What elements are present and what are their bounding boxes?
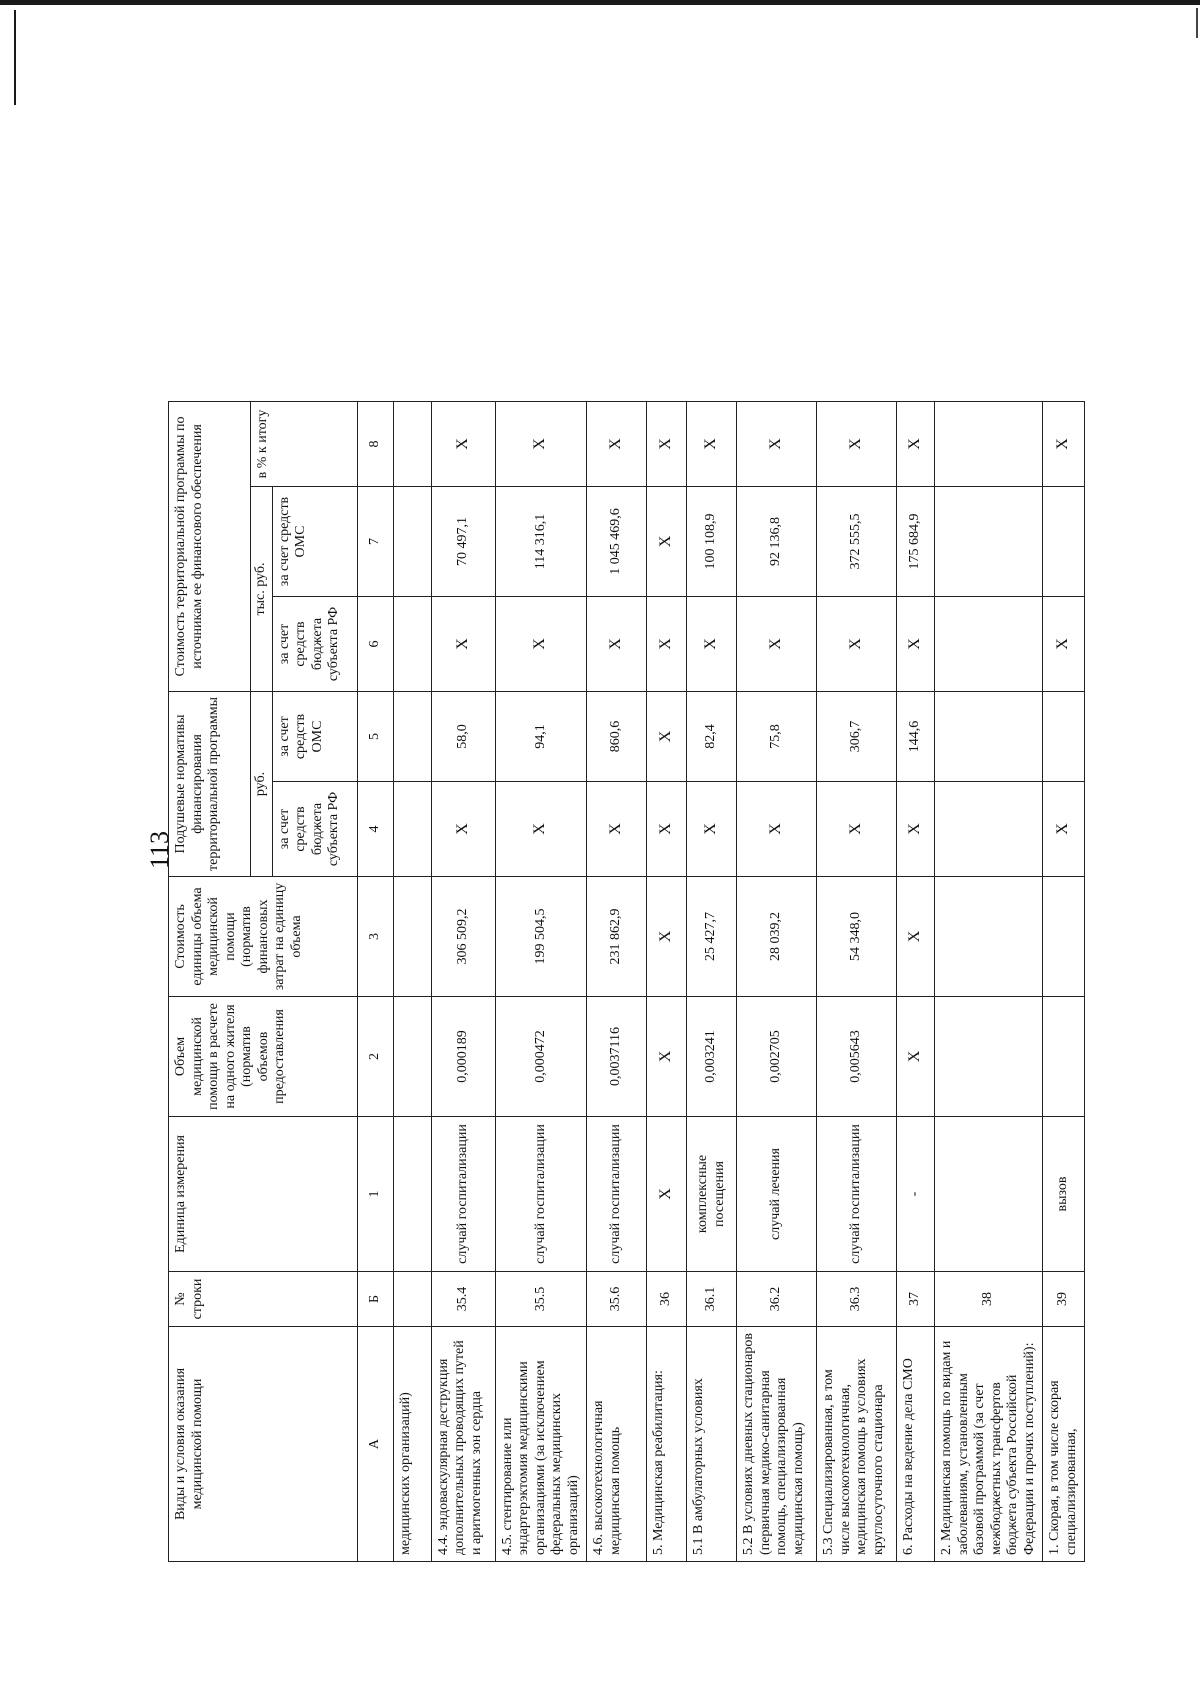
header-program-cost: Стоимость территориальной программы по источникам ее финансового обеспечения bbox=[169, 402, 251, 692]
row-cost-budget bbox=[393, 597, 431, 692]
row-unit-cost: 231 862,9 bbox=[587, 877, 647, 997]
row-norm-oms: 58,0 bbox=[431, 692, 495, 782]
header-cost-oms: за счет средств ОМС bbox=[272, 487, 357, 597]
row-cost-budget: X bbox=[817, 597, 897, 692]
row-cost-oms: 92 136,8 bbox=[737, 487, 817, 597]
index-cell: 7 bbox=[357, 487, 393, 597]
row-cost-oms: 100 108,9 bbox=[687, 487, 737, 597]
row-line: 37 bbox=[897, 1272, 935, 1327]
row-unit: комплексные посещения bbox=[687, 1117, 737, 1272]
header-norm-oms: за счет средств ОМС bbox=[272, 692, 357, 782]
row-volume bbox=[935, 997, 1043, 1117]
row-cost-oms: 70 497,1 bbox=[431, 487, 495, 597]
row-cost-oms: 175 684,9 bbox=[897, 487, 935, 597]
row-cost-oms: 114 316,1 bbox=[495, 487, 587, 597]
row-line: 39 bbox=[1043, 1272, 1085, 1327]
row-norm-budget bbox=[935, 782, 1043, 877]
row-line: 36 bbox=[647, 1272, 687, 1327]
table-row bbox=[935, 122, 1043, 1562]
table-row bbox=[1043, 122, 1085, 1562]
row-cost-budget: X bbox=[647, 597, 687, 692]
row-unit: случай лечения bbox=[737, 1117, 817, 1272]
table-row bbox=[587, 122, 647, 1562]
row-norm-budget: X bbox=[687, 782, 737, 877]
row-volume: X bbox=[897, 997, 935, 1117]
row-unit: X bbox=[647, 1117, 687, 1272]
row-volume: 0,002705 bbox=[737, 997, 817, 1117]
table-row bbox=[647, 122, 687, 1562]
header-unit-cost: Стоимость единицы объема медицинской помощи (норматив финансовых затрат на единицу объема bbox=[169, 877, 358, 997]
row-cost-oms: X bbox=[647, 487, 687, 597]
row-norm-budget: X bbox=[647, 782, 687, 877]
table-row bbox=[737, 122, 817, 1562]
row-cost-oms bbox=[393, 487, 431, 597]
row-norm-budget bbox=[393, 782, 431, 877]
row-cost-budget: X bbox=[587, 597, 647, 692]
header-volume: Объем медицинской помощи в расчете на одного жителя (норматив объемов предоставления bbox=[169, 997, 358, 1117]
row-name: 5.2 В условиях дневных стационаров (первичная медико-санитарная помощь, специализированная медицинская помощь) bbox=[737, 1327, 817, 1562]
row-name: 1. Скорая, в том числе скорая специализированная, bbox=[1043, 1327, 1085, 1562]
header-percent: в % к итогу bbox=[251, 402, 358, 487]
row-norm-oms: 144,6 bbox=[897, 692, 935, 782]
row-norm-oms: 82,4 bbox=[687, 692, 737, 782]
row-percent bbox=[935, 402, 1043, 487]
row-norm-oms bbox=[1043, 692, 1085, 782]
row-volume: 0,000472 bbox=[495, 997, 587, 1117]
row-percent: X bbox=[647, 402, 687, 487]
row-unit-cost: 28 039,2 bbox=[737, 877, 817, 997]
header-rub: руб. bbox=[251, 692, 273, 877]
row-norm-budget: X bbox=[897, 782, 935, 877]
row-volume: 0,000189 bbox=[431, 997, 495, 1117]
table-row bbox=[817, 122, 897, 1562]
row-norm-budget: X bbox=[1043, 782, 1085, 877]
table-row bbox=[687, 122, 737, 1562]
row-percent: X bbox=[495, 402, 587, 487]
table-row bbox=[393, 122, 431, 1562]
row-name: 6. Расходы на ведение дела СМО bbox=[897, 1327, 935, 1562]
row-volume: X bbox=[647, 997, 687, 1117]
row-norm-oms: 75,8 bbox=[737, 692, 817, 782]
row-unit bbox=[393, 1117, 431, 1272]
row-unit: случай госпитализации bbox=[495, 1117, 587, 1272]
row-percent: X bbox=[431, 402, 495, 487]
row-unit-cost bbox=[935, 877, 1043, 997]
row-name: 4.4. эндоваскулярная деструкция дополнительных проводящих путей и аритмогенных зон сердца bbox=[431, 1327, 495, 1562]
header-norm-budget: за счет средств бюджета субъекта РФ bbox=[272, 782, 357, 877]
rotated-table-container bbox=[168, 122, 1198, 1562]
table-row bbox=[431, 122, 495, 1562]
row-name: медицинских организаций) bbox=[393, 1327, 431, 1562]
row-cost-budget: X bbox=[431, 597, 495, 692]
row-norm-oms bbox=[393, 692, 431, 782]
index-cell: 6 bbox=[357, 597, 393, 692]
row-cost-budget: X bbox=[687, 597, 737, 692]
financing-table bbox=[168, 122, 1085, 1563]
row-volume: 0,0037116 bbox=[587, 997, 647, 1117]
index-cell: А bbox=[357, 1327, 393, 1562]
page-number: 113 bbox=[145, 830, 174, 870]
row-unit: случай госпитализации bbox=[587, 1117, 647, 1272]
row-norm-oms: X bbox=[647, 692, 687, 782]
row-line: 36.2 bbox=[737, 1272, 817, 1327]
row-name: 5.3 Специализированная, в том числе высокотехнологичная, медицинская помощь в условиях круглосуточного стационара bbox=[817, 1327, 897, 1562]
row-percent bbox=[393, 402, 431, 487]
row-unit-cost bbox=[393, 877, 431, 997]
index-cell: 3 bbox=[357, 877, 393, 997]
row-line bbox=[393, 1272, 431, 1327]
row-norm-oms bbox=[935, 692, 1043, 782]
row-percent: X bbox=[737, 402, 817, 487]
header-unit: Единица измерения bbox=[169, 1117, 358, 1272]
index-cell: 4 bbox=[357, 782, 393, 877]
row-percent: X bbox=[687, 402, 737, 487]
row-line: 35.5 bbox=[495, 1272, 587, 1327]
row-norm-oms: 860,6 bbox=[587, 692, 647, 782]
scan-edge-right bbox=[1196, 8, 1198, 38]
row-unit-cost: 199 504,5 bbox=[495, 877, 587, 997]
row-unit-cost: 54 348,0 bbox=[817, 877, 897, 997]
row-cost-oms bbox=[935, 487, 1043, 597]
row-percent: X bbox=[897, 402, 935, 487]
row-unit-cost: X bbox=[647, 877, 687, 997]
header-line-number: № строки bbox=[169, 1272, 358, 1327]
row-cost-oms: 1 045 469,6 bbox=[587, 487, 647, 597]
row-norm-budget: X bbox=[495, 782, 587, 877]
row-unit: случай госпитализации bbox=[431, 1117, 495, 1272]
scan-edge-top bbox=[0, 0, 1200, 5]
header-per-capita-norms: Подушевые нормативы финансирования территориальной программы bbox=[169, 692, 251, 877]
row-cost-budget: X bbox=[737, 597, 817, 692]
row-name: 4.6. высокотехнологичная медицинская помощь bbox=[587, 1327, 647, 1562]
row-cost-budget bbox=[935, 597, 1043, 692]
row-cost-oms bbox=[1043, 487, 1085, 597]
table-row bbox=[495, 122, 587, 1562]
row-cost-budget: X bbox=[897, 597, 935, 692]
row-norm-budget: X bbox=[737, 782, 817, 877]
row-volume: 0,005643 bbox=[817, 997, 897, 1117]
row-name: 5.1 В амбулаторных условиях bbox=[687, 1327, 737, 1562]
row-percent: X bbox=[817, 402, 897, 487]
row-volume bbox=[1043, 997, 1085, 1117]
blank-area bbox=[169, 122, 394, 402]
row-name: 5. Медицинская реабилитация: bbox=[647, 1327, 687, 1562]
row-name: 4.5. стентирование или эндартерэктомия медицинскими организациями (за исключением федеральных медицинских организаций) bbox=[495, 1327, 587, 1562]
row-line: 38 bbox=[935, 1272, 1043, 1327]
row-unit-cost: 25 427,7 bbox=[687, 877, 737, 997]
table-header bbox=[169, 122, 394, 1562]
index-cell: 1 bbox=[357, 1117, 393, 1272]
row-line: 35.4 bbox=[431, 1272, 495, 1327]
row-line: 36.3 bbox=[817, 1272, 897, 1327]
header-service-kind: Виды и условия оказания медицинской помощи bbox=[169, 1327, 358, 1562]
row-unit: случай госпитализации bbox=[817, 1117, 897, 1272]
scan-edge-left bbox=[14, 10, 16, 105]
row-unit bbox=[935, 1117, 1043, 1272]
row-norm-oms: 306,7 bbox=[817, 692, 897, 782]
row-cost-budget: X bbox=[495, 597, 587, 692]
row-norm-budget: X bbox=[817, 782, 897, 877]
row-cost-budget: X bbox=[1043, 597, 1085, 692]
row-unit: вызов bbox=[1043, 1117, 1085, 1272]
row-name: 2. Медицинская помощь по видам и заболеваниям, установленным базовой программой (за счет межбюджетных трансфертов бюджета субъекта Российской Федерации и прочих поступлений): bbox=[935, 1327, 1043, 1562]
row-norm-budget: X bbox=[587, 782, 647, 877]
row-line: 36.1 bbox=[687, 1272, 737, 1327]
index-cell: 5 bbox=[357, 692, 393, 782]
row-unit-cost bbox=[1043, 877, 1085, 997]
row-volume: 0,003241 bbox=[687, 997, 737, 1117]
row-unit-cost: 306 509,2 bbox=[431, 877, 495, 997]
row-cost-oms: 372 555,5 bbox=[817, 487, 897, 597]
row-norm-budget: X bbox=[431, 782, 495, 877]
index-cell: Б bbox=[357, 1272, 393, 1327]
table-body bbox=[393, 122, 1085, 1562]
index-cell: 2 bbox=[357, 997, 393, 1117]
row-percent: X bbox=[1043, 402, 1085, 487]
row-volume bbox=[393, 997, 431, 1117]
row-unit-cost: X bbox=[897, 877, 935, 997]
row-norm-oms: 94,1 bbox=[495, 692, 587, 782]
header-thous-rub: тыс. руб. bbox=[251, 487, 273, 692]
table-row bbox=[897, 122, 935, 1562]
row-unit: - bbox=[897, 1117, 935, 1272]
row-line: 35.6 bbox=[587, 1272, 647, 1327]
header-cost-budget: за счет средств бюджета субъекта РФ bbox=[272, 597, 357, 692]
index-cell: 8 bbox=[357, 402, 393, 487]
row-percent: X bbox=[587, 402, 647, 487]
